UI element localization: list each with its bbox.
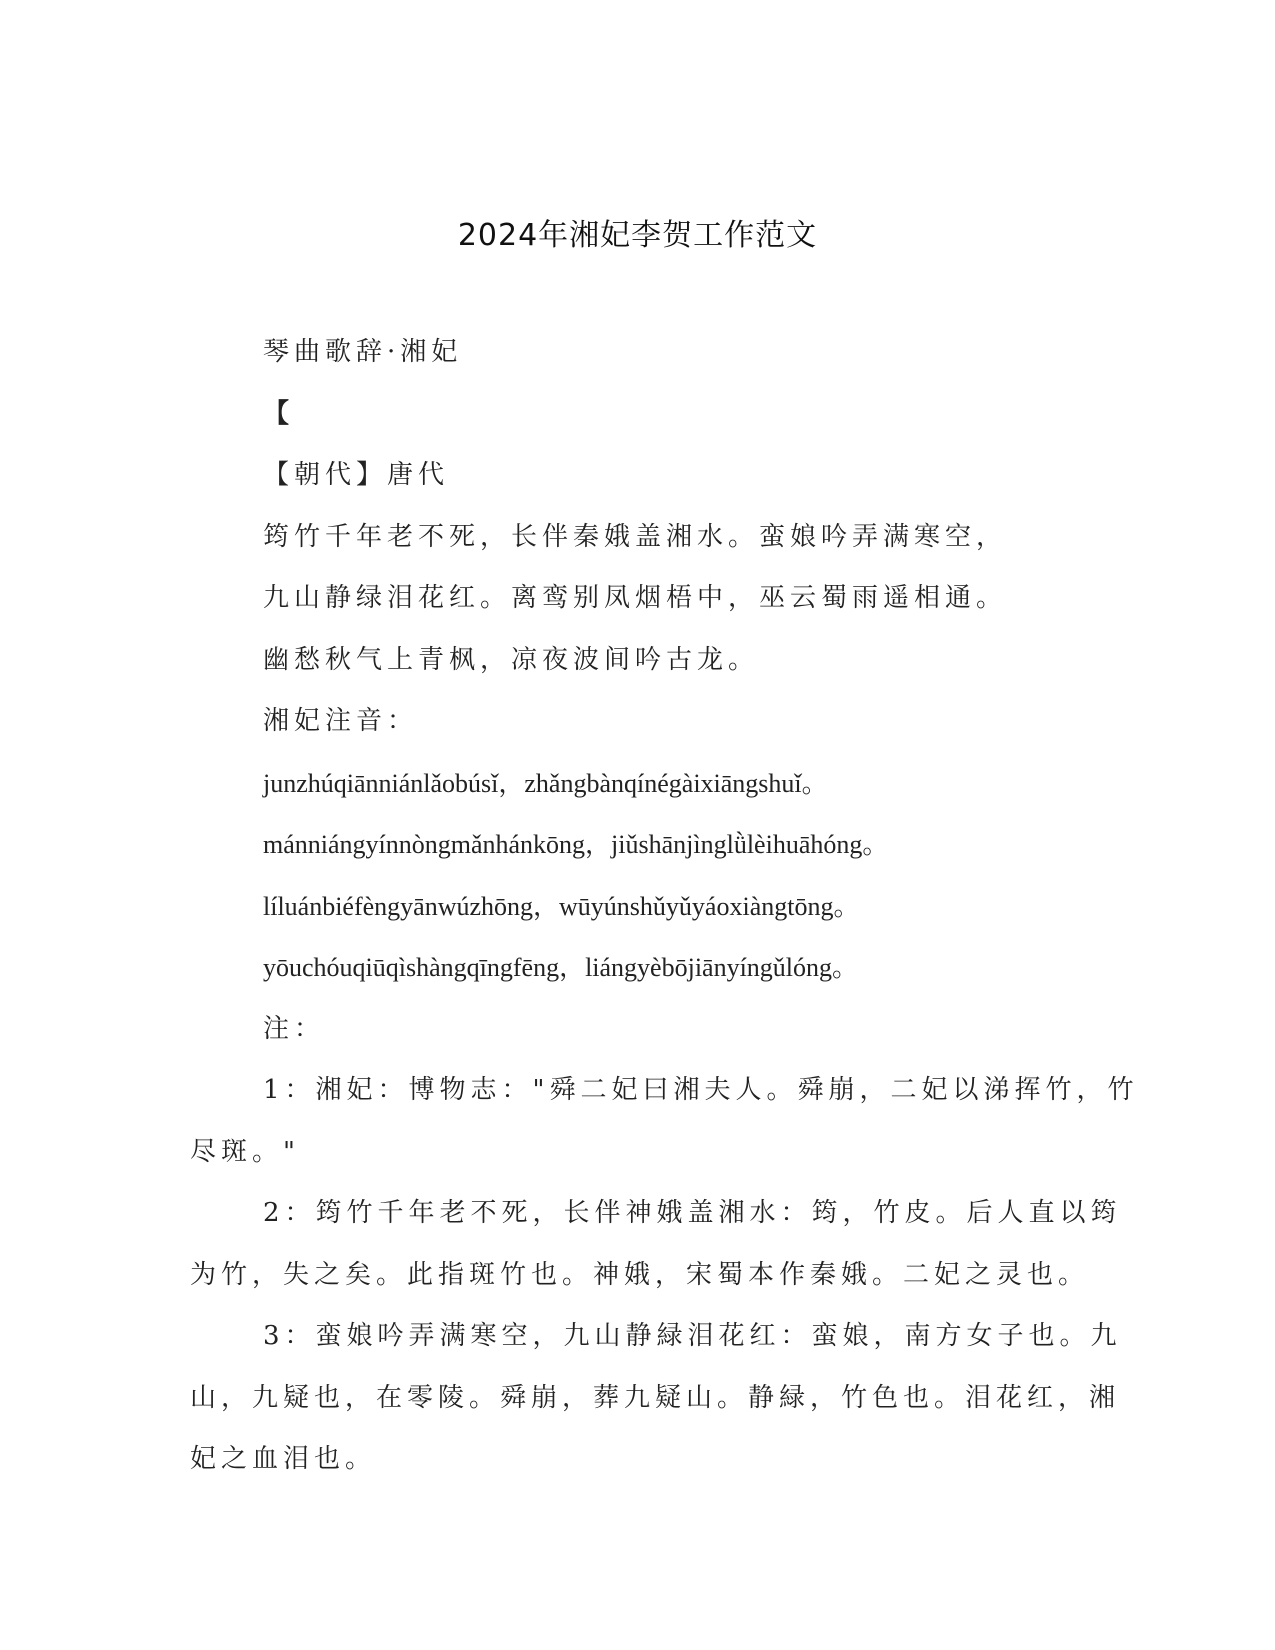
notes-heading: 注：	[263, 1013, 326, 1044]
note-item	[190, 1183, 1122, 1306]
pinyin-line: líluánbiéfèngyānwúzhōng，wūyúnshǔyǔyáoxiàngtōng。	[263, 891, 860, 921]
note-item	[190, 1060, 1139, 1183]
pinyin-heading: 湘妃注音：	[263, 706, 419, 736]
note-line: 妃之血泪也。	[190, 1444, 377, 1474]
poem-subtitle: 琴曲歌辞·湘妃	[263, 337, 463, 367]
pinyin-line: yōuchóuqiūqìshàngqīngfēng，liángyèbōjiānyíngǔlóng。	[263, 953, 859, 982]
note-line: 尽斑。"	[190, 1136, 300, 1167]
note-line: 2：筠竹千年老不死，长伴神娥盖湘水：筠，竹皮。后人直以筠	[263, 1198, 1122, 1228]
pinyin-line: junzhúqiānniánlǎobúsǐ，zhǎngbànqínégàixiāngshuǐ。	[263, 768, 828, 798]
pinyin-line: mánniángyínnòngmǎnhánkōng，jiǔshānjìnglǜlèihuāhóng。	[263, 830, 889, 859]
note-line: 1：湘妃：博物志："舜二妃曰湘夫人。舜崩，二妃以涕挥竹，竹	[263, 1075, 1139, 1105]
note-line: 为竹，失之矣。此指斑竹也。神娥，宋蜀本作秦娥。二妃之灵也。	[190, 1259, 1090, 1290]
document-title: 2024年湘妃李贺工作范文	[457, 218, 818, 253]
note-line: 3：蛮娘吟弄满寒空，九山静緑泪花红：蛮娘，南方女子也。九	[263, 1321, 1122, 1351]
poem-line: 筠竹千年老不死，长伴秦娥盖湘水。蛮娘吟弄满寒空，	[263, 521, 1008, 552]
document-body	[190, 322, 1139, 1491]
poem-line: 九山静绿泪花红。离鸾别凤烟梧中，巫云蜀雨遥相通。	[263, 583, 1008, 613]
note-item	[190, 1306, 1122, 1491]
poem-line: 幽愁秋气上青枫，凉夜波间吟古龙。	[263, 644, 760, 675]
dynasty-line: 【朝代】唐代	[263, 460, 450, 490]
note-line: 山，九疑也，在零陵。舜崩，葬九疑山。静緑，竹色也。泪花红，湘	[190, 1382, 1121, 1413]
bracket-line: 【	[263, 398, 295, 429]
